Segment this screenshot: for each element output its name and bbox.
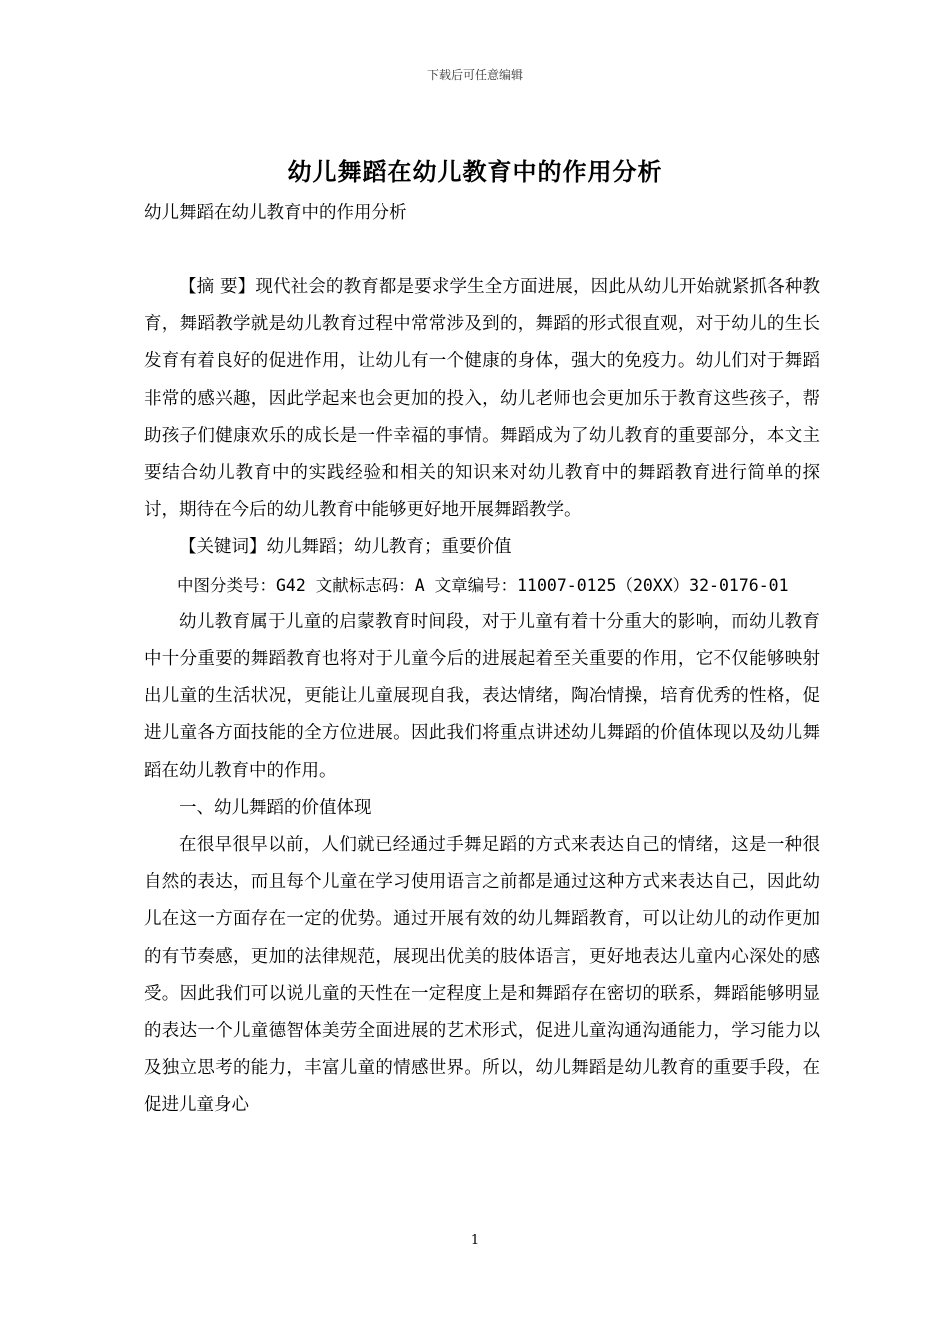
document-title: 幼儿舞蹈在幼儿教育中的作用分析 <box>287 157 663 186</box>
abstract-paragraph: 【摘 要】现代社会的教育都是要求学生全方面进展，因此从幼儿开始就紧抓各种教育，舞蹈教学就是幼儿教育过程中常常涉及到的，舞蹈的形式很直观，对于幼儿的生长发育有着良好的促进作用，让幼儿有一个健康的身体，强大的免疫力。幼儿们对于舞蹈非常的感兴趣，因此学起来也会更加的投入，幼儿老师也会更加乐于教育这些孩子，帮助孩子们健康欢乐的成长是一件幸福的事情。舞蹈成为了幼儿教育的重要部分，本文主要结合幼儿教育中的实践经验和相关的知识来对幼儿教育中的舞蹈教育进行简单的探讨，期待在今后的幼儿教育中能够更好地开展舞蹈教学。 <box>144 277 820 521</box>
document-subtitle: 幼儿舞蹈在幼儿教育中的作用分析 <box>144 203 407 223</box>
intro-paragraph: 幼儿教育属于儿童的启蒙教育时间段，对于儿童有着十分重大的影响，而幼儿教育中十分重要的舞蹈教育也将对于儿童今后的进展起着至关重要的作用，它不仅能够映射出儿童的生活状况，更能让儿童展现自我，表达情绪，陶冶情操，培育优秀的性格，促进儿童各方面技能的全方位进展。因此我们将重点讲述幼儿舞蹈的价值体现以及幼儿舞蹈在幼儿教育中的作用。 <box>144 611 820 781</box>
section-heading: 一、幼儿舞蹈的价值体现 <box>179 797 372 818</box>
classification-line: 中图分类号：G42 文献标志码：A 文章编号：11007-0125（20XX）32-0176-01 <box>177 575 789 595</box>
keywords-line: 【关键词】幼儿舞蹈；幼儿教育；重要价值 <box>179 537 512 558</box>
document-body <box>144 269 820 1125</box>
header-note: 下载后可任意编辑 <box>426 68 523 82</box>
section-paragraph: 在很早很早以前，人们就已经通过手舞足蹈的方式来表达自己的情绪，这是一种很自然的表达，而且每个儿童在学习使用语言之前都是通过这种方式来表达自己，因此幼儿在这一方面存在一定的优势。通过开展有效的幼儿舞蹈教育，可以让幼儿的动作更加的有节奏感，更加的法律规范，展现出优美的肢体语言，更好地表达儿童内心深处的感受。因此我们可以说儿童的天性在一定程度上是和舞蹈存在密切的联系，舞蹈能够明显的表达一个儿童德智体美劳全面进展的艺术形式，促进儿童沟通沟通能力，学习能力以及独立思考的能力，丰富儿童的情感世界。所以，幼儿舞蹈是幼儿教育的重要手段，在促进儿童身心 <box>144 835 820 1116</box>
page-number: 1 <box>470 1233 480 1248</box>
